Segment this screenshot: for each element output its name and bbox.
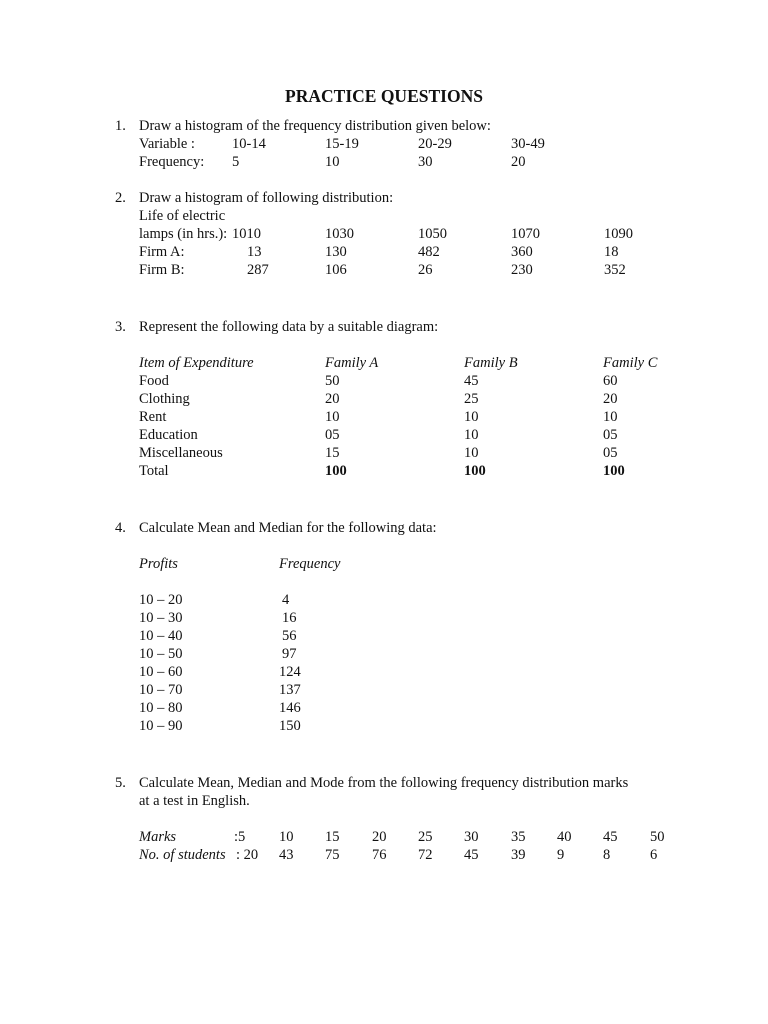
firm-a-value: 482 bbox=[418, 244, 440, 260]
profit-frequency: 97 bbox=[282, 646, 297, 662]
students-value: 45 bbox=[464, 847, 479, 863]
marks-value: 25 bbox=[418, 829, 433, 845]
lamp-hours: 1090 bbox=[604, 226, 633, 242]
firm-b-value: 26 bbox=[418, 262, 433, 278]
table-total: 100 bbox=[464, 463, 486, 479]
marks-value: 20 bbox=[372, 829, 387, 845]
row-label: Firm B: bbox=[139, 262, 185, 278]
firm-a-value: 130 bbox=[325, 244, 347, 260]
question-text: Calculate Mean and Median for the following data: bbox=[139, 520, 437, 536]
students-value: : 20 bbox=[236, 847, 259, 863]
table-total: 100 bbox=[603, 463, 625, 479]
table-cell: 10 bbox=[603, 409, 618, 425]
table-cell: 60 bbox=[603, 373, 618, 389]
table-header: Family C bbox=[603, 355, 658, 371]
table-header: Profits bbox=[139, 556, 178, 572]
profit-range: 10 – 30 bbox=[139, 610, 183, 626]
page-title: PRACTICE QUESTIONS bbox=[285, 86, 483, 106]
firm-a-value: 360 bbox=[511, 244, 533, 260]
question-text: Draw a histogram of following distribution: bbox=[139, 190, 394, 206]
students-value: 8 bbox=[603, 847, 611, 863]
table-cell: Clothing bbox=[139, 391, 190, 407]
question-number: 5. bbox=[115, 775, 126, 791]
table-cell: Food bbox=[139, 373, 169, 389]
lamp-hours: 1010 bbox=[232, 226, 261, 242]
students-value: 6 bbox=[650, 847, 658, 863]
table-total: 100 bbox=[325, 463, 347, 479]
table-cell: Rent bbox=[139, 409, 167, 425]
table-header: Frequency bbox=[279, 556, 341, 572]
marks-value: 35 bbox=[511, 829, 526, 845]
profit-range: 10 – 50 bbox=[139, 646, 183, 662]
frequency-value: 20 bbox=[511, 154, 526, 170]
profit-frequency: 137 bbox=[279, 682, 301, 698]
question-number: 1. bbox=[115, 118, 126, 134]
table-cell: 10 bbox=[325, 409, 340, 425]
profit-frequency: 16 bbox=[282, 610, 297, 626]
students-value: 75 bbox=[325, 847, 340, 863]
frequency-label: Frequency: bbox=[139, 154, 205, 170]
table-cell: 20 bbox=[325, 391, 340, 407]
row-label: lamps (in hrs.): bbox=[139, 226, 228, 242]
profit-range: 10 – 90 bbox=[139, 718, 183, 734]
profit-frequency: 56 bbox=[282, 628, 297, 644]
students-value: 76 bbox=[372, 847, 387, 863]
students-label: No. of students bbox=[139, 847, 226, 863]
marks-value: 10 bbox=[279, 829, 294, 845]
table-cell: 25 bbox=[464, 391, 479, 407]
variable-value: 15-19 bbox=[325, 136, 359, 152]
firm-b-value: 230 bbox=[511, 262, 533, 278]
firm-b-value: 287 bbox=[247, 262, 269, 278]
lamp-hours: 1070 bbox=[511, 226, 540, 242]
marks-value: 30 bbox=[464, 829, 479, 845]
lamp-hours: 1030 bbox=[325, 226, 354, 242]
table-header: Item of Expenditure bbox=[139, 355, 254, 371]
profit-range: 10 – 20 bbox=[139, 592, 183, 608]
table-cell: 20 bbox=[603, 391, 618, 407]
marks-label: Marks bbox=[139, 829, 177, 845]
table-cell: 10 bbox=[464, 445, 479, 461]
frequency-value: 10 bbox=[325, 154, 340, 170]
marks-value: 40 bbox=[557, 829, 572, 845]
profit-frequency: 4 bbox=[282, 592, 290, 608]
table-cell: Education bbox=[139, 427, 198, 443]
frequency-value: 5 bbox=[232, 154, 240, 170]
students-value: 43 bbox=[279, 847, 294, 863]
table-cell: 10 bbox=[464, 409, 479, 425]
question-text: Calculate Mean, Median and Mode from the following frequency distribution marks bbox=[139, 775, 629, 791]
table-cell: Total bbox=[139, 463, 169, 479]
students-value: 9 bbox=[557, 847, 565, 863]
table-cell: Miscellaneous bbox=[139, 445, 223, 461]
firm-b-value: 352 bbox=[604, 262, 626, 278]
marks-value: :5 bbox=[234, 829, 246, 845]
profit-frequency: 146 bbox=[279, 700, 301, 716]
firm-b-value: 106 bbox=[325, 262, 347, 278]
variable-value: 10-14 bbox=[232, 136, 266, 152]
variable-value: 20-29 bbox=[418, 136, 452, 152]
question-text: Draw a histogram of the frequency distribution given below: bbox=[139, 118, 491, 134]
marks-value: 45 bbox=[603, 829, 618, 845]
table-cell: 15 bbox=[325, 445, 340, 461]
marks-value: 15 bbox=[325, 829, 340, 845]
question-text: Represent the following data by a suitable diagram: bbox=[139, 319, 439, 335]
table-cell: 50 bbox=[325, 373, 340, 389]
marks-value: 50 bbox=[650, 829, 665, 845]
table-cell: 05 bbox=[603, 445, 618, 461]
students-value: 39 bbox=[511, 847, 526, 863]
students-value: 72 bbox=[418, 847, 433, 863]
lamp-hours: 1050 bbox=[418, 226, 447, 242]
profit-frequency: 124 bbox=[279, 664, 301, 680]
question-number: 3. bbox=[115, 319, 126, 335]
profit-frequency: 150 bbox=[279, 718, 301, 734]
table-cell: 45 bbox=[464, 373, 479, 389]
variable-label: Variable : bbox=[139, 136, 195, 152]
table-header: Family A bbox=[325, 355, 379, 371]
profit-range: 10 – 40 bbox=[139, 628, 183, 644]
profit-range: 10 – 70 bbox=[139, 682, 183, 698]
profit-range: 10 – 80 bbox=[139, 700, 183, 716]
table-cell: 10 bbox=[464, 427, 479, 443]
question-number: 4. bbox=[115, 520, 126, 536]
profit-range: 10 – 60 bbox=[139, 664, 183, 680]
table-cell: 05 bbox=[603, 427, 618, 443]
table-header: Family B bbox=[464, 355, 518, 371]
table-cell: 05 bbox=[325, 427, 340, 443]
frequency-value: 30 bbox=[418, 154, 433, 170]
variable-value: 30-49 bbox=[511, 136, 545, 152]
question-number: 2. bbox=[115, 190, 126, 206]
firm-a-value: 13 bbox=[247, 244, 262, 260]
row-label: Life of electric bbox=[139, 208, 226, 224]
row-label: Firm A: bbox=[139, 244, 185, 260]
firm-a-value: 18 bbox=[604, 244, 619, 260]
question-text: at a test in English. bbox=[139, 793, 250, 809]
